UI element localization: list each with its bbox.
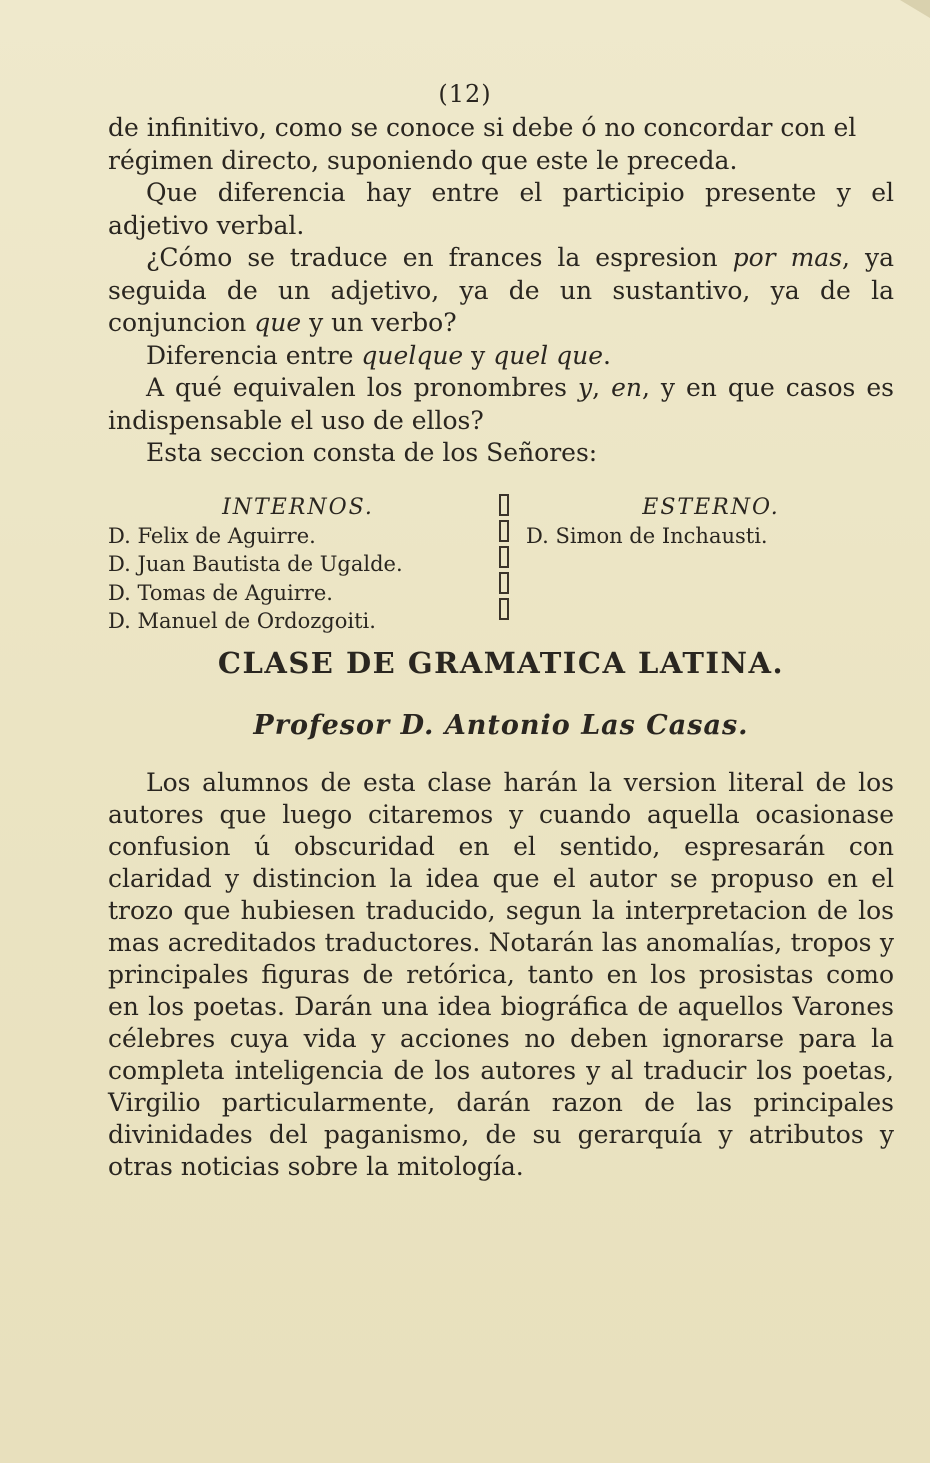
paragraph-participle: Que diferencia hay entre el participio presente y el adjetivo verbal. (108, 178, 894, 240)
section-title: CLASE DE GRAMATICA LATINA. (217, 645, 785, 680)
column-divider-ornament (496, 494, 512, 630)
paragraph-section-members: Esta seccion consta de los Señores: (146, 438, 598, 467)
page-number: (12) (438, 80, 492, 108)
professor-line: Profesor D. Antonio Las Casas. (253, 709, 749, 741)
paragraph-por-mas: ¿Cómo se traduce en frances la espresion por mas, ya seguida de un adjetivo, ya de un sustantivo, ya de la conjuncion que y un verbo? (108, 243, 894, 337)
esterno-column (526, 494, 896, 551)
esterno-heading: ESTERNO. (642, 494, 780, 520)
members-list (108, 494, 894, 634)
member-internos: D. Manuel de Ordozgoiti. (108, 609, 376, 633)
member-internos: D. Juan Bautista de Ugalde. (108, 552, 403, 576)
member-esterno: D. Simon de Inchausti. (526, 523, 768, 548)
paragraph-quelque: Diferencia entre quelque y quel que. (146, 340, 611, 370)
latin-class-description: Los alumnos de esta clase harán la version literal de los autores que luego citaremos y cuando aquella ocasionase confusion ú obscuridad en el sentido, espresarán con claridad y distincion la idea que el autor se propuso en el trozo que hubiesen traducido, segun la interpretacion de los mas acreditados traductores. Notarán las anomalías, tropos y principales figuras de retórica, tanto en los prosistas como en los poetas. Darán una idea biográfica de aquellos Varones célebres cuya vida y acciones no deben ignorarse para la completa inteligencia de los autores y al traducir los poetas, Virgilio particularmente, darán razon de las principales divinidades del paganismo, de su gerarquía y atributos y otras noticias sobre la mitología. (108, 767, 894, 1181)
paragraph-infinitive: de infinitivo, como se conoce si debe ó no concordar con el régimen directo, suponiendo que este le preceda. (108, 113, 857, 175)
internos-heading: INTERNOS. (222, 494, 374, 520)
text-block (108, 112, 894, 1208)
page-corner (900, 0, 930, 18)
member-internos: D. Felix de Aguirre. (108, 523, 316, 548)
internos-column (108, 494, 488, 636)
paragraph-pronouns: A qué equivalen los pronombres y, en, y en que casos es indispensable el uso de ellos? (108, 373, 894, 435)
member-internos: D. Tomas de Aguirre. (108, 580, 333, 605)
